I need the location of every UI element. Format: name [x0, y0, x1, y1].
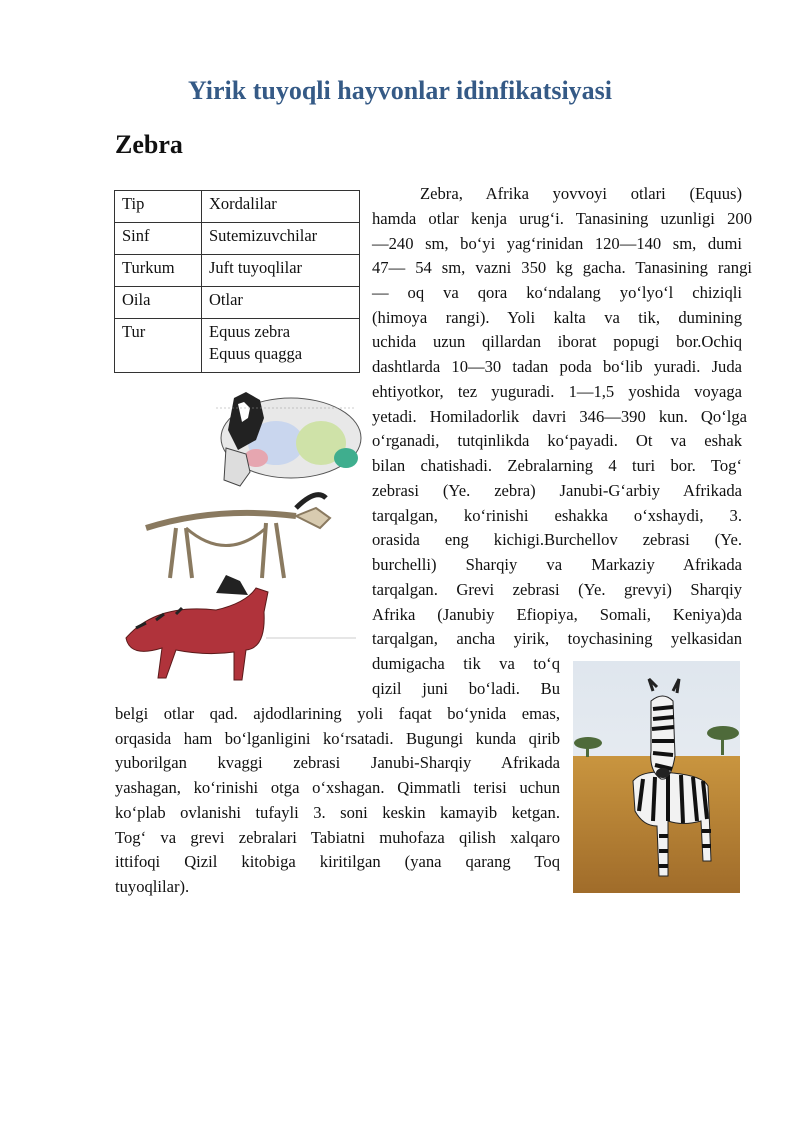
taxonomy-value: Sutemizuvchilar [202, 223, 360, 255]
species-name: Equus quagga [209, 344, 303, 363]
text-line: tuyoqlilar). [115, 877, 190, 896]
taxonomy-key: Tur [115, 319, 202, 373]
text-line: orqasida ham bo‘lganligini ko‘rsatadi. Bugungi kunda qirib [115, 729, 560, 748]
text-line: Tog‘ va grevi zebralari Tabiatni muhofaza qilish xalqaro [115, 828, 560, 847]
table-row [115, 223, 360, 255]
zebra-photo [573, 661, 740, 893]
taxonomy-value: Xordalilar [202, 191, 360, 223]
taxonomy-key: Tip [115, 191, 202, 223]
text-line: tarqalgan. Grevi zebrasi (Ye. grevyi) Sharqiy [372, 580, 742, 599]
text-line: tarqalgan, ancha yirik, toychasining yelkasidan [372, 629, 742, 648]
text-line: Afrika (Janubiy Efiopiya, Somali, Keniya)da [372, 605, 742, 624]
text-line: o‘rganadi, tutqinlikda ko‘payadi. Ot va eshak [372, 431, 742, 450]
taxonomy-table [114, 190, 360, 373]
text-line: qizil juni bo‘ladi. Bu [372, 679, 560, 698]
text-line: dumigacha tik va to‘q [372, 654, 560, 673]
text-line: orasida eng kichigi.Burchellov zebrasi (Ye. [372, 530, 742, 549]
text-line: hamda otlar kenja urug‘i. Tanasining uzunligi 200 [372, 209, 752, 228]
text-line: zebrasi (Ye. zebra) Janubi-G‘arbiy Afrikada [372, 481, 742, 500]
taxonomy-value: Otlar [202, 287, 360, 319]
text-line: — oq va qora ko‘ndalang yo‘lyo‘l chiziqli [372, 283, 742, 302]
text-line: yetadi. Homiladorlik davri 346—390 kun. Qo‘lga [372, 407, 747, 426]
text-line: (himoya rangi). Yoli kalta va tik, dumining [372, 308, 742, 327]
text-line: ko‘plab ovlanishi tufayli 3. soni keskin kamayib ketgan. [115, 803, 560, 822]
taxonomy-value: Juft tuyoqlilar [202, 255, 360, 287]
taxonomy-value [202, 319, 360, 373]
table-row [115, 255, 360, 287]
species-name: Equus zebra [209, 322, 291, 341]
muscle-diagram [126, 575, 356, 680]
skeleton-diagram [146, 495, 330, 578]
text-line: bilan chatishadi. Zebralarning 4 turi bor. Tog‘ [372, 456, 742, 475]
section-heading: Zebra [115, 130, 183, 159]
text-line: burchelli) Sharqiy va Markaziy Afrikada [372, 555, 742, 574]
text-line: uchida uzun qillardan iborat popugi bor.Ochiq [372, 332, 742, 351]
taxonomy-key: Turkum [115, 255, 202, 287]
taxonomy-key: Oila [115, 287, 202, 319]
text-line: ittifoqi Qizil kitobiga kiritilgan (yana qarang Toq [115, 852, 560, 871]
text-line: belgi otlar qad. ajdodlarining yoli faqat bo‘ynida emas, [115, 704, 560, 723]
zebra-anatomy-illustration [116, 388, 366, 690]
organs-diagram [216, 392, 361, 486]
table-row [115, 287, 360, 319]
text-line: yashagan, ko‘rinishi otga o‘xshagan. Qimmatli terisi uchun [115, 778, 560, 797]
table-row [115, 319, 360, 373]
text-line: —240 sm, bo‘yi yag‘rinidan 120—140 sm, dumi [372, 234, 742, 253]
text-line: tarqalgan, ko‘rinishi eshakka o‘xshaydi, 3. [372, 506, 742, 525]
text-line: Zebra, Afrika yovvoyi otlari (Equus) [420, 184, 742, 203]
taxonomy-key: Sinf [115, 223, 202, 255]
text-line: 47— 54 sm, vazni 350 kg gacha. Tanasining rangi [372, 258, 752, 277]
text-line: ehtiyotkor, tez yuguradi. 1—1,5 yoshida voyaga [372, 382, 742, 401]
text-line: yuborilgan kvaggi zebrasi Janubi-Sharqiy Afrikada [115, 753, 560, 772]
page-title: Yirik tuyoqli hayvonlar idinfikatsiyasi [187, 76, 613, 105]
table-row [115, 191, 360, 223]
text-line: dashtlarda 10—30 tadan poda bo‘lib yuradi. Juda [372, 357, 742, 376]
